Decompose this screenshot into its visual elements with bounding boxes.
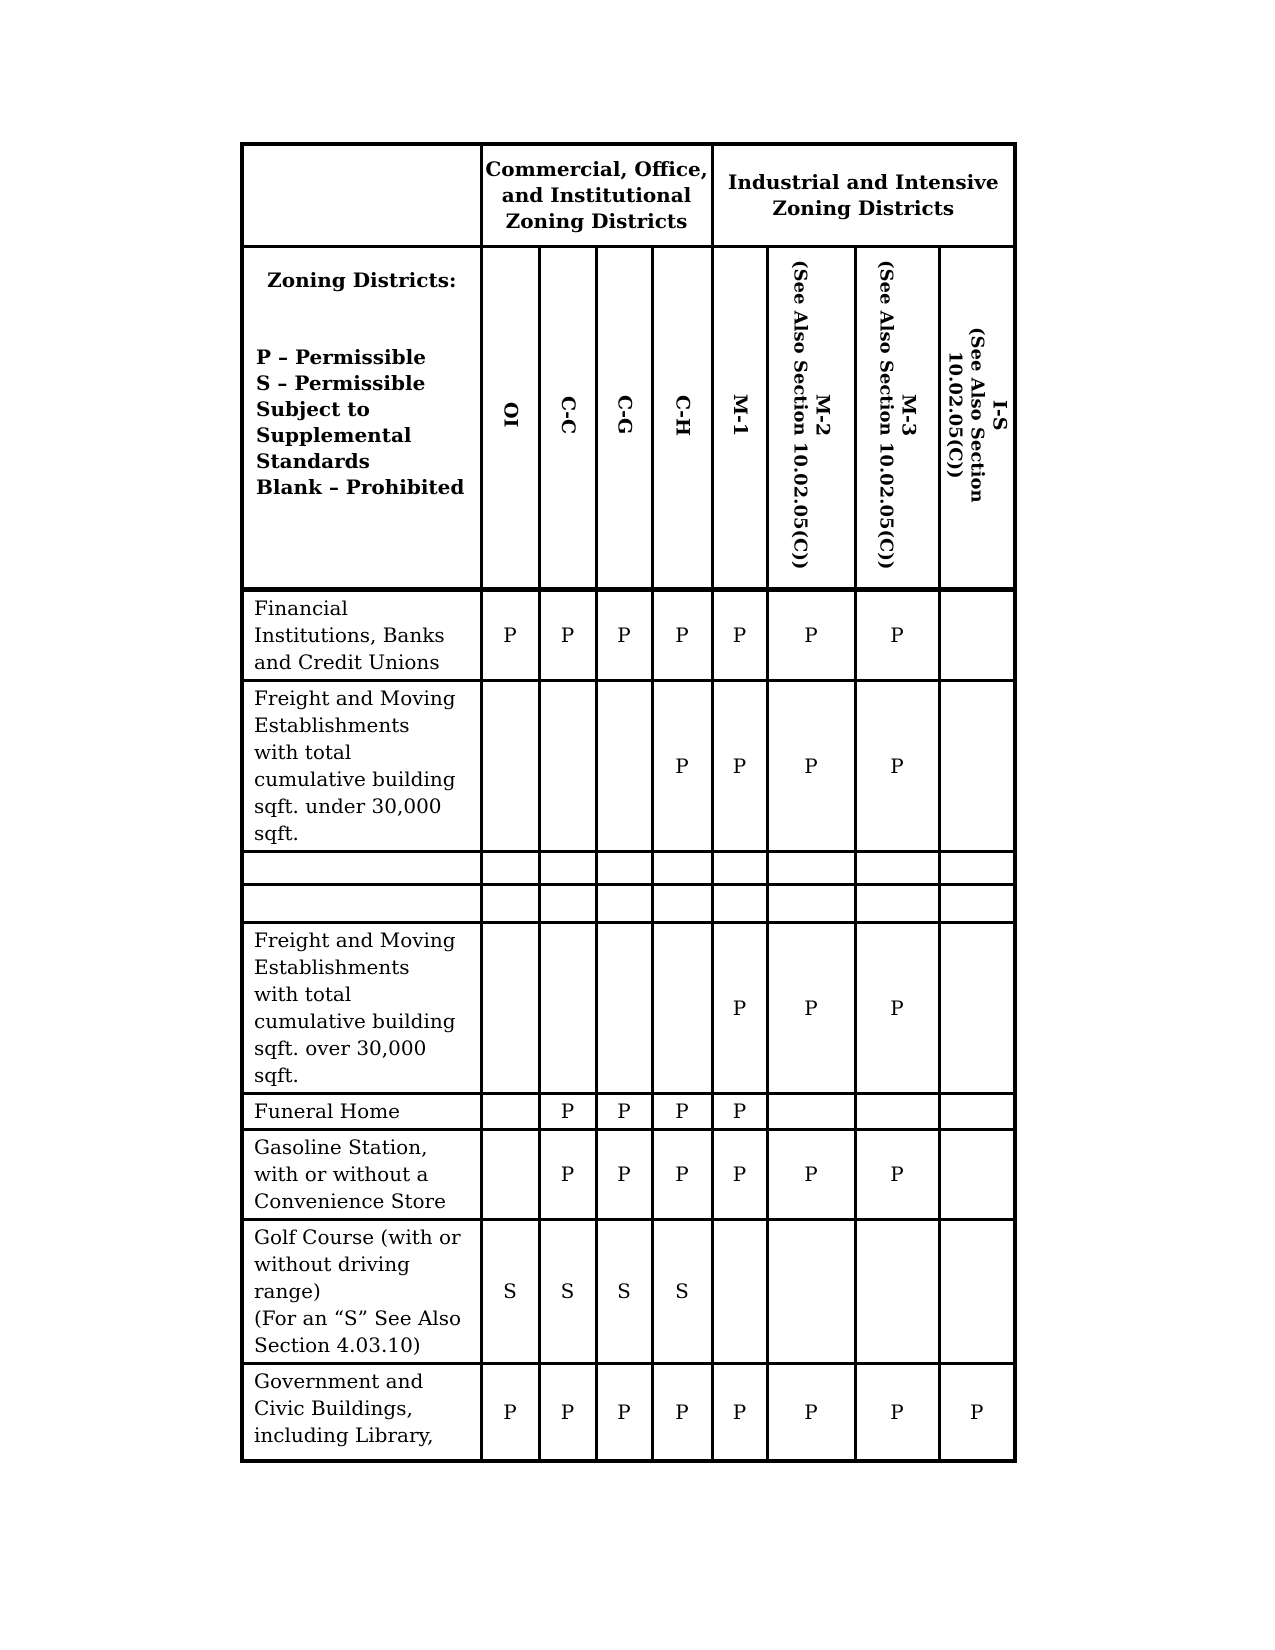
- value-cell: [481, 680, 539, 851]
- value-cell: P: [652, 1093, 712, 1129]
- value-cell: P: [767, 589, 855, 680]
- value-cell: [712, 851, 767, 884]
- vertical-text: [613, 250, 636, 580]
- column-header-ch: [652, 246, 712, 589]
- use-cell: [242, 589, 481, 680]
- value-cell: [481, 1093, 539, 1129]
- value-cell: P: [855, 922, 939, 1093]
- vertical-text: [556, 250, 579, 580]
- column-header-m2: [767, 246, 855, 589]
- use-line: sqft.: [254, 820, 299, 845]
- value-cell: [939, 589, 1015, 680]
- legend-line: Blank – Prohibited: [256, 474, 465, 499]
- value-cell: [596, 851, 652, 884]
- district-label: M-3: [897, 393, 920, 437]
- value-cell: [539, 851, 596, 884]
- table-row: [242, 1093, 1015, 1129]
- value-cell: P: [712, 589, 767, 680]
- vertical-text: [728, 250, 751, 580]
- column-header-is: [939, 246, 1015, 589]
- group-header-row: [242, 144, 1015, 246]
- table-row: [242, 589, 1015, 680]
- value-cell: P: [767, 1129, 855, 1219]
- group-header-line: Industrial and Intensive: [727, 170, 999, 195]
- value-cell: [539, 884, 596, 922]
- value-cell: P: [596, 1129, 652, 1219]
- commercial-group-header: [481, 144, 712, 246]
- use-line: Financial: [254, 595, 348, 620]
- table-row: [242, 922, 1015, 1093]
- value-cell: [652, 851, 712, 884]
- use-line: Funeral Home: [254, 1098, 400, 1123]
- use-cell: [242, 851, 481, 884]
- group-header-line: Zoning Districts: [772, 196, 955, 221]
- value-cell: [539, 922, 596, 1093]
- value-cell: P: [539, 1363, 596, 1461]
- use-line: cumulative building: [254, 766, 456, 791]
- legend-lines: [244, 344, 480, 500]
- district-note-line: (See Also Section 10.02.05(C)): [875, 260, 897, 570]
- value-cell: [481, 884, 539, 922]
- use-line: Convenience Store: [254, 1188, 446, 1213]
- value-cell: P: [481, 589, 539, 680]
- value-cell: [767, 1219, 855, 1363]
- use-line: with total: [254, 739, 352, 764]
- use-line: (For an “S” See Also: [254, 1305, 462, 1330]
- use-cell: [242, 922, 481, 1093]
- value-cell: [539, 680, 596, 851]
- use-cell: [242, 680, 481, 851]
- value-cell: [939, 851, 1015, 884]
- value-cell: P: [596, 1093, 652, 1129]
- value-cell: [712, 884, 767, 922]
- value-cell: [652, 922, 712, 1093]
- zoning-permissions-table: [240, 142, 1017, 1463]
- value-cell: P: [855, 1129, 939, 1219]
- column-header-oi: [481, 246, 539, 589]
- value-cell: P: [712, 922, 767, 1093]
- use-line: Section 4.03.10): [254, 1332, 421, 1357]
- value-cell: P: [652, 680, 712, 851]
- value-cell: P: [652, 589, 712, 680]
- use-line: Freight and Moving: [254, 927, 456, 952]
- legend-line: P – Permissible: [256, 344, 426, 369]
- table-row: [242, 1129, 1015, 1219]
- district-label: OI: [499, 402, 522, 428]
- use-line: Freight and Moving: [254, 685, 456, 710]
- group-header-line: Commercial, Office,: [485, 157, 708, 182]
- use-line: cumulative building: [254, 1008, 456, 1033]
- column-header-cc: [539, 246, 596, 589]
- value-cell: [481, 851, 539, 884]
- use-cell: [242, 884, 481, 922]
- legend-line: Supplemental: [256, 422, 412, 447]
- value-cell: [767, 851, 855, 884]
- value-cell: S: [539, 1219, 596, 1363]
- value-cell: [652, 884, 712, 922]
- value-cell: P: [855, 680, 939, 851]
- value-cell: [596, 680, 652, 851]
- value-cell: P: [539, 1093, 596, 1129]
- district-label: C-G: [613, 395, 636, 435]
- value-cell: [596, 884, 652, 922]
- use-line: range): [254, 1278, 321, 1303]
- value-cell: [939, 884, 1015, 922]
- value-cell: P: [712, 1129, 767, 1219]
- value-cell: S: [481, 1219, 539, 1363]
- district-label: C-H: [671, 394, 694, 436]
- value-cell: [939, 922, 1015, 1093]
- value-cell: [855, 1219, 939, 1363]
- table-row: [242, 1363, 1015, 1461]
- industrial-group-header: [712, 144, 1015, 246]
- value-cell: [481, 1129, 539, 1219]
- group-header-line: and Institutional: [501, 183, 692, 208]
- value-cell: P: [652, 1129, 712, 1219]
- table-row: [242, 884, 1015, 922]
- use-line: sqft.: [254, 1062, 299, 1087]
- use-line: Golf Course (with or: [254, 1224, 461, 1249]
- use-line: including Library,: [254, 1422, 434, 1447]
- vertical-text: [789, 250, 834, 580]
- use-line: Institutions, Banks: [254, 622, 445, 647]
- district-header-row: [242, 246, 1015, 589]
- use-line: and Credit Unions: [254, 649, 440, 674]
- value-cell: [767, 884, 855, 922]
- blank-corner-cell: [242, 144, 481, 246]
- use-line: with total: [254, 981, 352, 1006]
- value-cell: [939, 680, 1015, 851]
- value-cell: P: [652, 1363, 712, 1461]
- value-cell: [481, 922, 539, 1093]
- value-cell: P: [539, 589, 596, 680]
- legend-title: Zoning Districts:: [267, 267, 457, 292]
- use-cell: [242, 1129, 481, 1219]
- value-cell: P: [855, 589, 939, 680]
- value-cell: [939, 1219, 1015, 1363]
- use-line: Establishments: [254, 712, 410, 737]
- value-cell: P: [481, 1363, 539, 1461]
- value-cell: S: [596, 1219, 652, 1363]
- value-cell: [855, 884, 939, 922]
- table-row: [242, 851, 1015, 884]
- legend-line: Standards: [256, 448, 370, 473]
- legend-cell: [242, 246, 481, 589]
- column-header-cg: [596, 246, 652, 589]
- value-cell: P: [855, 1363, 939, 1461]
- district-label: I-S: [988, 399, 1011, 431]
- value-cell: [939, 1129, 1015, 1219]
- district-note-line: (See Also Section 10.02.05(C)): [789, 260, 811, 570]
- vertical-text: [875, 250, 920, 580]
- district-note-line: (See Also Section: [966, 327, 988, 503]
- value-cell: P: [712, 680, 767, 851]
- value-cell: P: [596, 1363, 652, 1461]
- use-line: Civic Buildings,: [254, 1395, 413, 1420]
- use-line: Gasoline Station,: [254, 1134, 428, 1159]
- legend-line: Subject to: [256, 396, 370, 421]
- value-cell: P: [539, 1129, 596, 1219]
- table-row: [242, 680, 1015, 851]
- use-cell: [242, 1093, 481, 1129]
- value-cell: [767, 1093, 855, 1129]
- vertical-text: [671, 250, 694, 580]
- group-header-line: Zoning Districts: [505, 209, 688, 234]
- value-cell: P: [596, 589, 652, 680]
- district-label: C-C: [557, 395, 579, 435]
- column-header-m3: [855, 246, 939, 589]
- value-cell: P: [712, 1363, 767, 1461]
- value-cell: [939, 1093, 1015, 1129]
- value-cell: S: [652, 1219, 712, 1363]
- district-label: M-1: [729, 393, 752, 437]
- district-label: M-2: [811, 393, 834, 437]
- use-line: with or without a: [254, 1161, 429, 1186]
- value-cell: P: [767, 922, 855, 1093]
- table-row: [242, 1219, 1015, 1363]
- district-note-line: 10.02.05(C)): [944, 351, 966, 479]
- value-cell: P: [939, 1363, 1015, 1461]
- legend-line: S – Permissible: [256, 370, 426, 395]
- value-cell: P: [767, 680, 855, 851]
- value-cell: [596, 922, 652, 1093]
- vertical-text: [943, 250, 1010, 580]
- use-line: Government and: [254, 1368, 424, 1393]
- value-cell: [855, 851, 939, 884]
- vertical-text: [499, 250, 522, 580]
- use-line: Establishments: [254, 954, 410, 979]
- use-line: sqft. over 30,000: [254, 1035, 427, 1060]
- use-line: sqft. under 30,000: [254, 793, 442, 818]
- value-cell: P: [712, 1093, 767, 1129]
- value-cell: P: [767, 1363, 855, 1461]
- use-cell: [242, 1363, 481, 1461]
- column-header-m1: [712, 246, 767, 589]
- use-line: without driving: [254, 1251, 410, 1276]
- table-body: [242, 589, 1015, 1461]
- value-cell: [855, 1093, 939, 1129]
- value-cell: [712, 1219, 767, 1363]
- use-cell: [242, 1219, 481, 1363]
